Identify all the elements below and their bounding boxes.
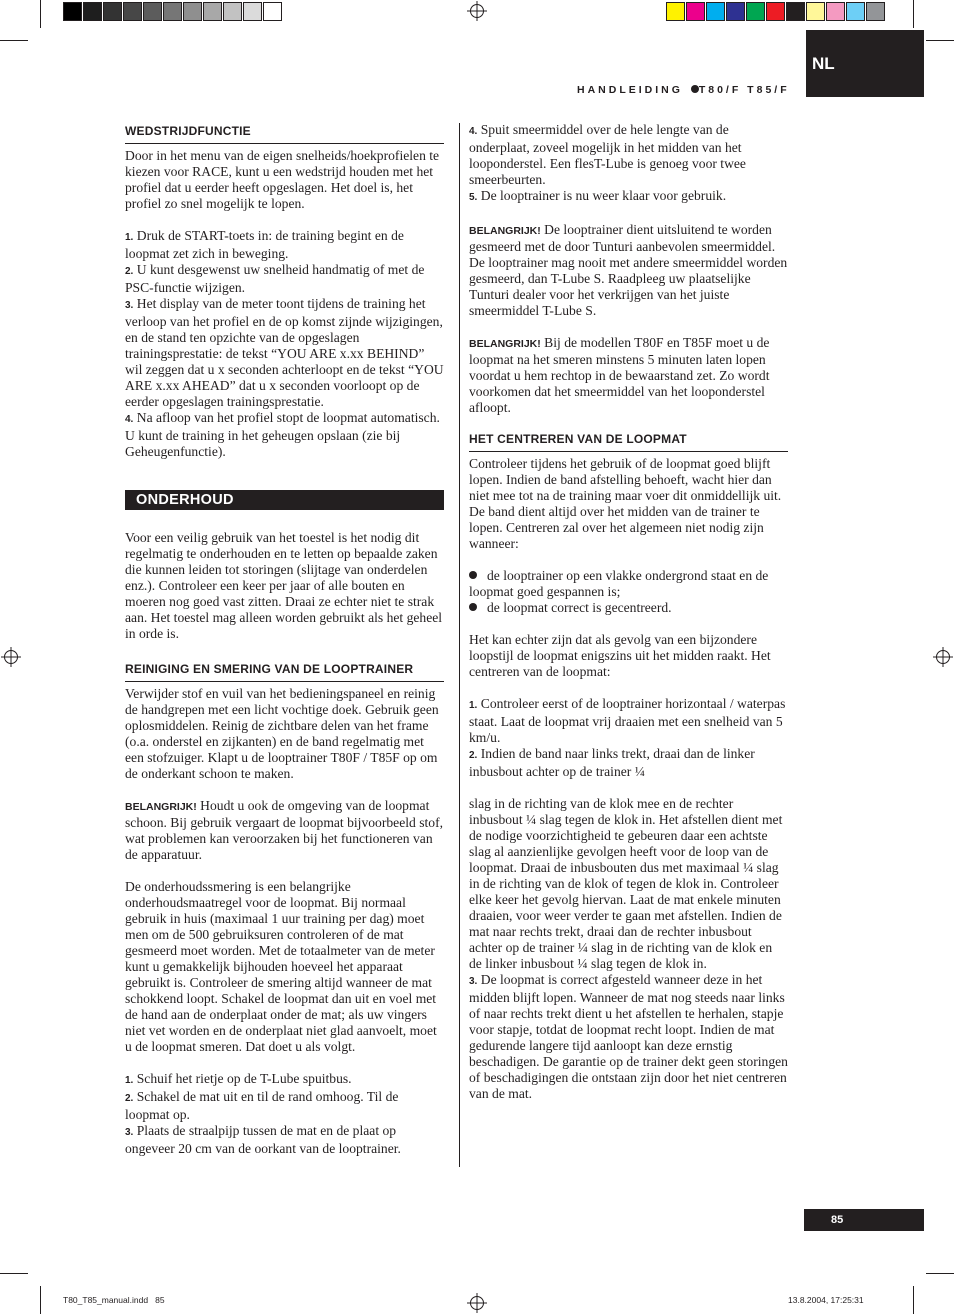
- list-item: 1. Schuif het rietje op de T-Lube spuitbus.: [125, 1071, 352, 1086]
- crop-mark: [926, 1273, 954, 1274]
- list-item: 5. De looptrainer is nu weer klaar voor gebruik.: [469, 188, 727, 203]
- list-item: 2. U kunt desgewenst uw snelheid handmatig of met de PSC-functie wijzigen.: [125, 262, 425, 295]
- gray-calibration-bar: [63, 2, 283, 21]
- registration-mark-icon: [470, 4, 484, 18]
- crop-mark: [40, 1286, 41, 1314]
- footer-file: T80_T85_manual.indd 85: [63, 1295, 165, 1305]
- color-swatch: [786, 2, 805, 21]
- color-swatch: [826, 2, 845, 21]
- color-swatch: [726, 2, 745, 21]
- gray-swatch: [203, 2, 222, 21]
- language-tab: NL: [806, 30, 924, 97]
- color-swatch: [686, 2, 705, 21]
- paragraph: Voor een veilig gebruik van het toestel is het nodig dit regelmatig te onderhouden en te letten op bepaalde zaken die kunnen leiden tot storingen (slijtage van onderdelen enz.). Controleer een keer per jaar of alle bouten en moeren nog goed vast zitten. Draai ze echter niet te strak aan. Het toestel mag alleen worden gebruikt als het geheel in orde is.: [125, 530, 443, 641]
- list-item: 3. De loopmat is correct afgesteld wanneer deze in het midden blijft lopen. Wanneer de mat nog steeds naar links of naar rechts trekt dient u het afstellen te herhalen, stapje voor stapje, totdat de loopmat recht loopt. Indien de mat gedurende langere tijd aanloopt kan deze ernstig beschadigen. De garantie op de trainer dekt geen storingen of beschadigingen die ontstaan zijn door het niet centreren van de mat.: [469, 972, 788, 1101]
- list-item: 2. Indien de band naar links trekt, draai dan de linker inbusbout achter op de trainer ¼: [469, 746, 755, 779]
- color-swatch: [806, 2, 825, 21]
- paragraph: Controleer tijdens het gebruik of de loopmat goed blijft lopen. Indien de band afstelling behoeft, wacht hier dan niet mee tot na de training maar voer dit onmiddellijk uit. De band dient altijd over het midden van de trainer te lopen. Centreren zal over het algemeen niet nodig zijn wanneer:: [469, 456, 782, 551]
- registration-mark-icon: [4, 650, 18, 664]
- gray-swatch: [163, 2, 182, 21]
- page-number: 85: [804, 1209, 924, 1231]
- bullet-icon: [469, 571, 477, 579]
- color-swatch: [766, 2, 785, 21]
- running-title: HANDLEIDING: [577, 84, 683, 96]
- crop-mark: [0, 40, 28, 41]
- bullet-item: de loopmat correct is gecentreerd.: [469, 600, 788, 616]
- important-label: BELANGRIJK!: [469, 225, 541, 237]
- gray-swatch: [263, 2, 282, 21]
- color-swatch: [706, 2, 725, 21]
- color-calibration-bar: [666, 2, 886, 21]
- important-label: BELANGRIJK!: [125, 801, 197, 813]
- list-item: 1. Controleer eerst of de looptrainer horizontaal / waterpas staat. Laat de loopmat vrij draaien met een snelheid van 5 km/u.: [469, 696, 786, 745]
- paragraph: BELANGRIJK! Bij de modellen T80F en T85F moet u de loopmat na het smeren minstens 5 minuten laten lopen voordat u hem rechtop in de bewaarstand zet. Zo wordt voorkomen dat het smeermiddel van het looponderstel afloopt.: [469, 335, 770, 415]
- model-name: T80/F T85/F: [698, 84, 790, 96]
- left-column: [125, 122, 444, 1157]
- registration-mark-icon: [936, 650, 950, 664]
- list-item: 1. Druk de START-toets in: de training begint en de loopmat zet zich in beweging.: [125, 228, 404, 261]
- bullet-item: de looptrainer op een vlakke ondergrond staat en de loopmat goed gespannen is;: [469, 568, 769, 599]
- column-divider: [459, 123, 460, 1167]
- crop-mark: [40, 0, 41, 28]
- heading-reiniging: REINIGING EN SMERING VAN DE LOOPTRAINER: [125, 660, 444, 682]
- crop-mark: [913, 0, 914, 28]
- list-item: 3. Het display van de meter toont tijdens de training het verloop van het profiel en de op komst zijnde wijzigingen, en de stand ten opzichte van de opgeslagen trainingsprestatie: de tekst “YOU ARE x.xx BEHIND” wil zeggen dat u x seconden achterloopt en de tekst “YOU ARE x.xx AHEAD” dat u x seconden voorloopt op de eerder opgeslagen trainingsprestatie.: [125, 296, 444, 409]
- important-label: BELANGRIJK!: [469, 338, 541, 350]
- crop-mark: [0, 1273, 28, 1274]
- gray-swatch: [63, 2, 82, 21]
- gray-swatch: [243, 2, 262, 21]
- running-header: [577, 84, 790, 96]
- color-swatch: [666, 2, 685, 21]
- list-item: 4. Na afloop van het profiel stopt de loopmat automatisch. U kunt de training in het geheugen opslaan (zie bij Geheugenfunctie).: [125, 410, 440, 459]
- right-column: [469, 122, 788, 1102]
- gray-swatch: [143, 2, 162, 21]
- paragraph: Verwijder stof en vuil van het bedieningspaneel en reinig de handgrepen met een licht vochtige doek. Gebruik geen oplosmiddelen. Reinig de zichtbare delen van het frame (o.a. onderstel en zijkanten) en de band regelmatig met een stofzuiger. Klapt u de looptrainer T80F / T85F op om de onderkant schoon te maken.: [125, 686, 439, 781]
- registration-mark-icon: [470, 1296, 484, 1310]
- section-title-onderhoud: ONDERHOUD: [125, 490, 444, 510]
- color-swatch: [846, 2, 865, 21]
- paragraph: BELANGRIJK! De looptrainer dient uitsluitend te worden gesmeerd met de door Tunturi aanbevolen smeermiddel. De looptrainer mag nooit met andere smeermiddel worden gesmeerd, dan T-Lube S. Raadpleeg uw plaatselijke Tunturi dealer voor het verkrijgen van het juiste smeermiddel T-Lube S.: [469, 222, 788, 318]
- bullet-icon: [469, 603, 477, 611]
- crop-mark: [926, 40, 954, 41]
- bullet-icon: [691, 85, 699, 93]
- list-item: 4. Spuit smeermiddel over de hele lengte van de onderplaat, zoveel mogelijk in het midden van het looponderstel. Een flesT-Lube is genoeg voor twee smeerbeurten.: [469, 122, 746, 187]
- list-item: 3. Plaats de straalpijp tussen de mat en de plaat op ongeveer 20 cm van de oorkant van de looptrainer.: [125, 1123, 401, 1156]
- paragraph: Door in het menu van de eigen snelheids/hoekprofielen te kiezen voor RACE, kunt u een wedstrijd houden met het profiel dat u eerder heeft opgeslagen. Het doel is, het profiel zo snel mogelijk te lopen.: [125, 148, 440, 211]
- gray-swatch: [123, 2, 142, 21]
- heading-wedstrijdfunctie: WEDSTRIJDFUNCTIE: [125, 122, 444, 144]
- heading-centreren: HET CENTREREN VAN DE LOOPMAT: [469, 430, 788, 452]
- gray-swatch: [103, 2, 122, 21]
- list-item: 2. Schakel de mat uit en til de rand omhoog. Til de loopmat op.: [125, 1089, 399, 1122]
- gray-swatch: [183, 2, 202, 21]
- footer-date: 13.8.2004, 17:25:31: [788, 1295, 864, 1305]
- paragraph: De onderhoudssmering is een belangrijke onderhoudsmaatregel voor de loopmat. Bij normaal gebruik in huis (maximaal 1 uur training per dag) moet men om de 500 gebruiksuren controleren of de mat gesmeerd moet worden. Met de totaalmeter van de meter kunt u gemakkelijk bijhouden hoeveel het apparaat gebruikt is. Controleer de smering altijd wanneer de mat schokkend loopt. Schakel de loopmat dan uit en voel met de hand aan de onderplaat onder de mat; als uw vingers niet vet worden en de onderplaat niet glad aanvoelt, moet u de loopmat smeren. Dat doet u als volgt.: [125, 879, 437, 1054]
- paragraph: Het kan echter zijn dat als gevolg van een bijzondere loopstijl de loopmat enigszins uit het midden raakt. Het centreren van de loopmat:: [469, 632, 771, 679]
- gray-swatch: [83, 2, 102, 21]
- paragraph: slag in de richting van de klok mee en de rechter inbusbout ¼ slag tegen de klok in. Het afstellen dient met de nodige voorzichtigheid te gebeuren daar een achtste slag al aanzienlijke gevolgen heeft voor de loop van de loopmat. Draai de inbusbouten dus met maximaal ¼ slag in de richting van de klok of tegen de klok in. Controleer elke keer het gevolg hiervan. Laat de mat enkele minuten draaien, voor weer verder te gaan met afstellen. Indien de mat naar rechts trekt, draai dan de rechter inbusbout achter op de trainer ¼ slag in de richting van de klok en de linker inbusbout ¼ slag tegen de klok in.: [469, 796, 783, 971]
- crop-mark: [913, 1286, 914, 1314]
- color-swatch: [746, 2, 765, 21]
- paragraph: BELANGRIJK! Houdt u ook de omgeving van de loopmat schoon. Bij gebruik vergaart de loopmat bijvoorbeeld stof, wat problemen kan veroorzaken bij het functioneren van de apparatuur.: [125, 798, 443, 862]
- color-swatch: [866, 2, 885, 21]
- gray-swatch: [223, 2, 242, 21]
